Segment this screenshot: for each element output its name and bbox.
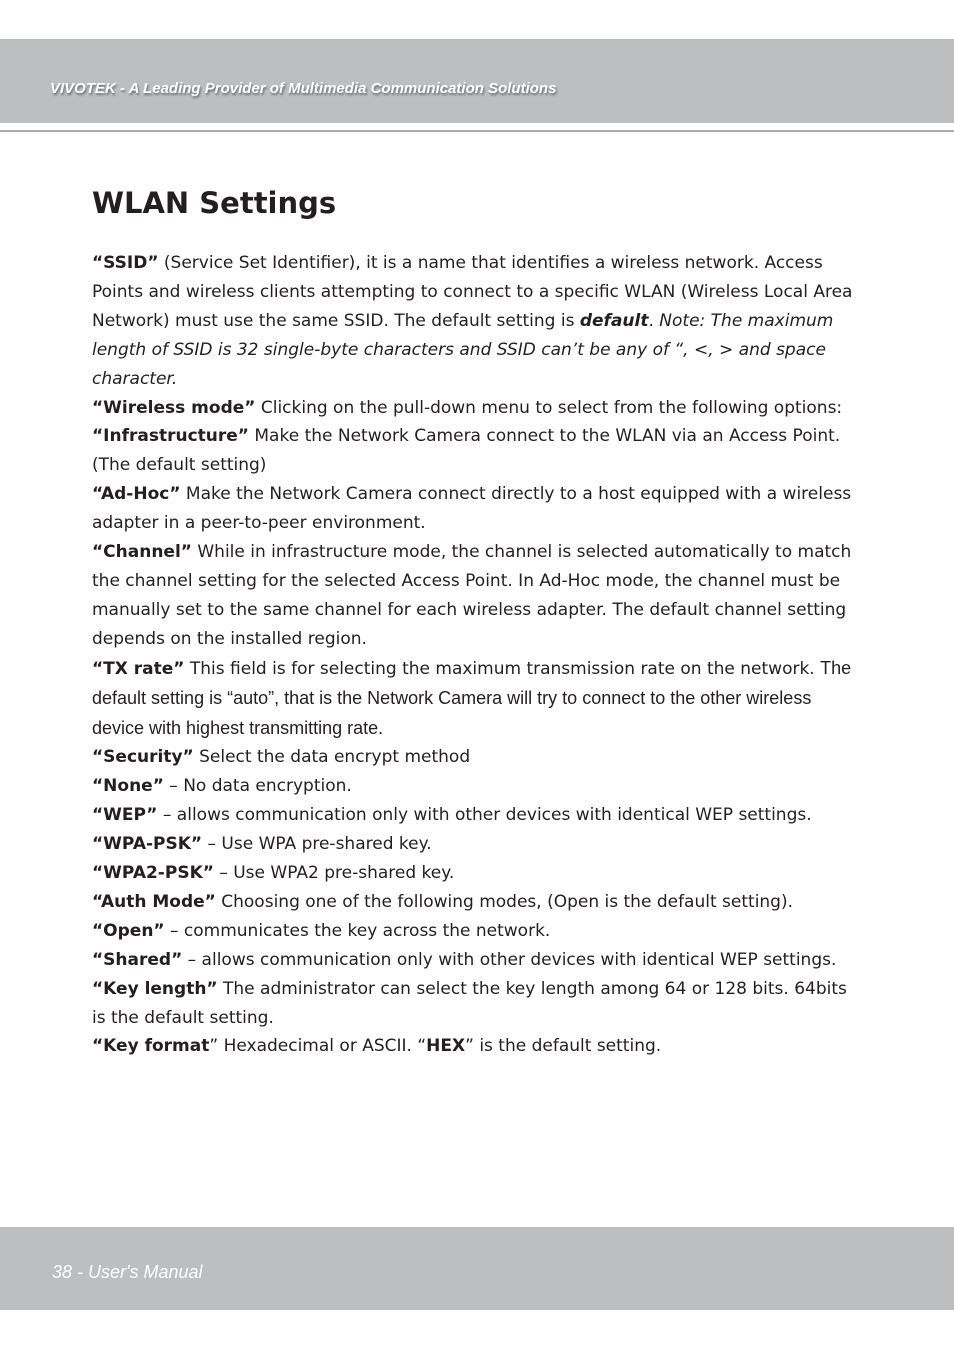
ssid-default-word: default xyxy=(579,310,649,331)
term-wep: “WEP” xyxy=(92,805,158,826)
term-tx-rate: “TX rate” xyxy=(92,658,185,679)
auth-mode-desc: Choosing one of the following modes, (Open is the default setting). xyxy=(215,891,794,912)
key-format-desc-end: ” is the default setting. xyxy=(465,1036,662,1057)
key-format-hex: HEX xyxy=(426,1036,466,1057)
header-divider xyxy=(0,130,954,132)
open-desc: – communicates the key across the network. xyxy=(164,920,551,941)
key-format-desc: ” Hexadecimal or ASCII. “ xyxy=(209,1036,427,1057)
term-wpa2-psk: “WPA2-PSK” xyxy=(92,863,214,884)
term-shared: “Shared” xyxy=(92,949,183,970)
none-desc: – No data encryption. xyxy=(163,776,352,797)
wireless-mode-desc: Clicking on the pull-down menu to select from the following options: xyxy=(255,397,843,418)
ssid-note: Note: The maximum length of SSID is 32 single-byte characters and SSID can’t be any of “, <, > and space character. xyxy=(92,310,834,389)
infrastructure-desc: Make the Network Camera connect to the WLAN via an Access Point. (The default setting) xyxy=(92,426,841,476)
paragraph-wpa-psk xyxy=(92,830,864,859)
paragraph-infrastructure xyxy=(92,422,864,480)
tx-rate-default: The default setting is “auto”, that is the Network Camera will try to connect to the other wireless device with highest transmitting rate. xyxy=(92,657,852,738)
paragraph-wireless-mode xyxy=(92,394,864,423)
paragraph-tx-rate xyxy=(92,654,864,744)
adhoc-desc: Make the Network Camera connect directly to a host equipped with a wireless adapter in a peer-to-peer environment. xyxy=(92,484,852,534)
paragraph-wpa2-psk xyxy=(92,859,864,888)
term-key-format: “Key format xyxy=(92,1036,210,1057)
term-wireless-mode: “Wireless mode” xyxy=(92,397,256,418)
shared-desc: – allows communication only with other devices with identical WEP settings. xyxy=(182,949,837,970)
security-desc: Select the data encrypt method xyxy=(193,747,471,768)
wpa-psk-desc: – Use WPA pre-shared key. xyxy=(202,834,432,855)
header-tagline: VIVOTEK - A Leading Provider of Multimedia Communication Solutions xyxy=(50,80,557,97)
ssid-desc: (Service Set Identifier), it is a name that identifies a wireless network. Access Points and wireless clients attempting to connect to a specific WLAN (Wireless Local Area Network) must use the same SSID. The default setting is xyxy=(92,253,853,331)
paragraph-shared xyxy=(92,946,864,975)
tx-rate-desc: This field is for selecting the maximum transmission rate on the network. xyxy=(184,658,821,679)
paragraph-key-format xyxy=(92,1032,864,1061)
paragraph-open xyxy=(92,917,864,946)
term-adhoc: “Ad-Hoc” xyxy=(92,484,181,505)
paragraph-security xyxy=(92,743,864,772)
term-infrastructure: “Infrastructure” xyxy=(92,426,249,447)
term-ssid: “SSID” xyxy=(92,253,159,273)
term-key-length: “Key length” xyxy=(92,978,218,999)
term-auth-mode: “Auth Mode” xyxy=(92,891,216,912)
page-number-footer: 38 - User's Manual xyxy=(52,1262,203,1282)
paragraph-none xyxy=(92,772,864,801)
term-none: “None” xyxy=(92,776,164,797)
body-content xyxy=(92,249,864,1061)
paragraph-adhoc xyxy=(92,480,864,538)
wpa2-psk-desc: – Use WPA2 pre-shared key. xyxy=(213,863,455,884)
paragraph-auth-mode xyxy=(92,888,864,917)
term-open: “Open” xyxy=(92,920,165,941)
paragraph-wep xyxy=(92,801,864,830)
paragraph-ssid: “SSID” (Service Set Identifier), it is a name that identifies a wireless network. Access Points and wireless clients attempting to connect to a specific WLAN (Wireless Local Area Network) must use the same SSID. The default setting is default. Note: The maximum length of SSID is 32 single-byte characters and SSID can’t be any of “, <, > and space character. xyxy=(92,253,853,389)
key-length-desc: The administrator can select the key length among 64 or 128 bits. 64bits is the default setting. xyxy=(92,978,847,1028)
paragraph-key-length xyxy=(92,975,864,1033)
paragraph-channel xyxy=(92,538,864,654)
term-wpa-psk: “WPA-PSK” xyxy=(92,834,203,855)
channel-desc: While in infrastructure mode, the channel is selected automatically to match the channel setting for the selected Access Point. In Ad-Hoc mode, the channel must be manually set to the same channel for each wireless adapter. The default channel setting depends on the installed region. xyxy=(92,542,852,649)
term-security: “Security” xyxy=(92,747,194,768)
page-title: WLAN Settings xyxy=(92,186,337,220)
wep-desc: – allows communication only with other devices with identical WEP settings. xyxy=(157,805,812,826)
term-channel: “Channel” xyxy=(92,542,192,563)
